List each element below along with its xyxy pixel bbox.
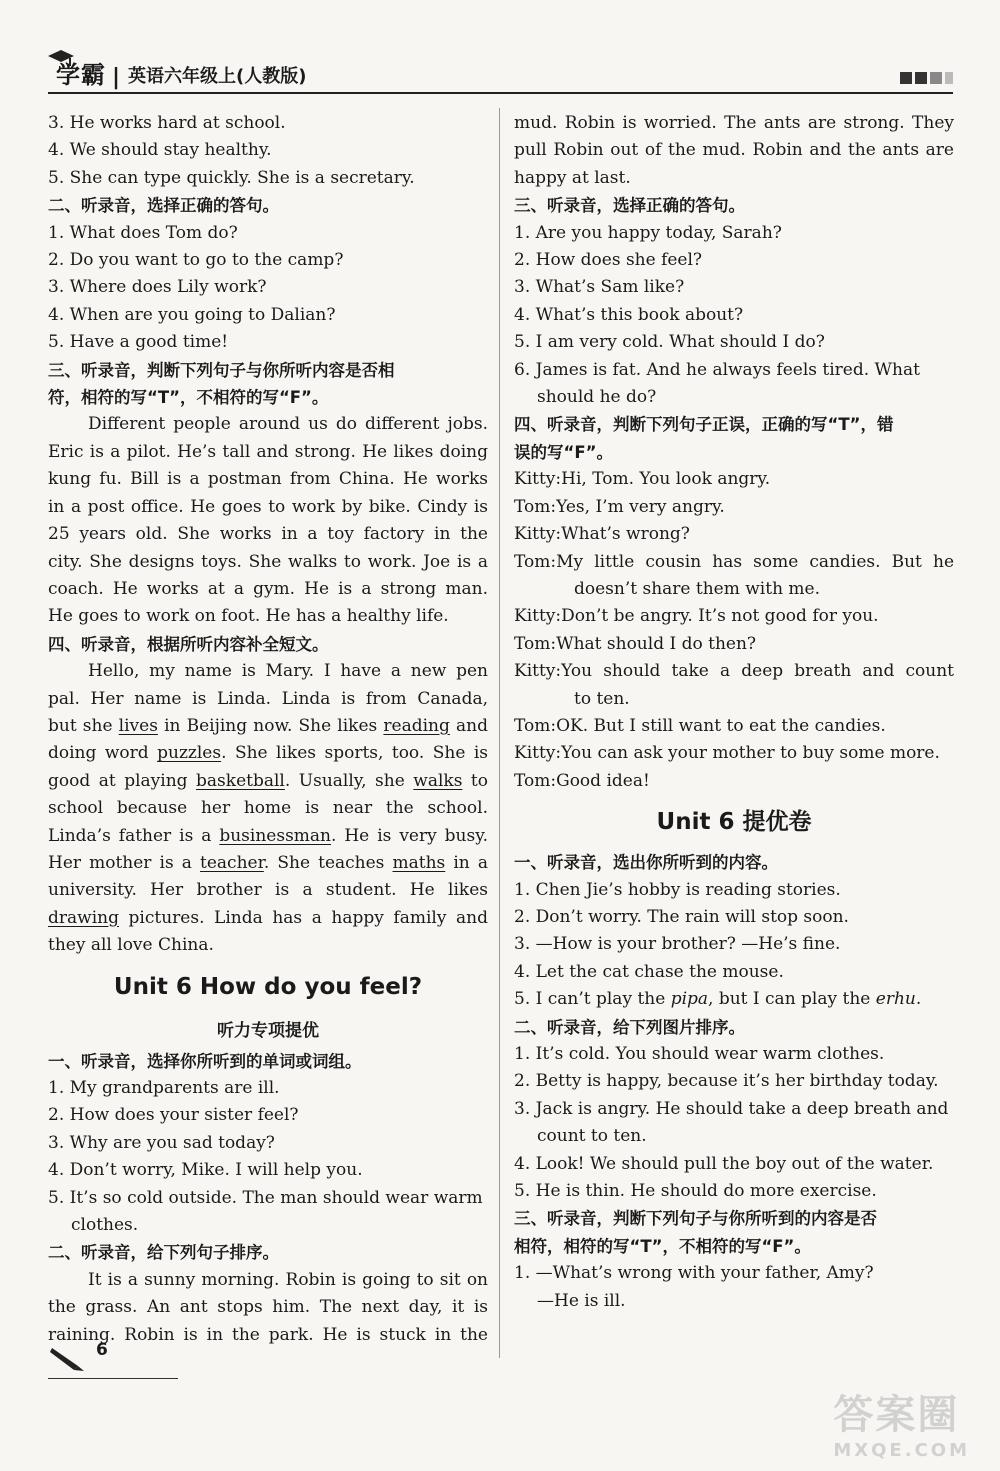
speaker: Tom: bbox=[514, 770, 557, 791]
speaker: Kitty: bbox=[514, 606, 562, 627]
dialogue-line bbox=[514, 466, 954, 493]
list-item: 1. It’s cold. You should wear warm clothes. bbox=[514, 1044, 885, 1064]
passage-line: He goes to work on foot. He has a healthy life. bbox=[48, 606, 449, 627]
dialogue-line bbox=[514, 713, 954, 740]
passage-line: coach. He works at a gym. He is a strong man. bbox=[48, 578, 488, 599]
speaker: Tom: bbox=[514, 633, 557, 654]
utterance: Yes, I’m very angry. bbox=[556, 496, 725, 517]
list-item: 3. What’s Sam like? bbox=[514, 277, 685, 298]
page-footer bbox=[48, 1338, 178, 1379]
dialogue bbox=[514, 466, 954, 795]
story-line: raining. Robin is in the park. He is stuck in the bbox=[48, 1324, 488, 1345]
answer-word: lives bbox=[118, 715, 158, 736]
list-item: 4. We should stay healthy. bbox=[48, 140, 272, 161]
list-item: 2. How does she feel? bbox=[514, 250, 703, 271]
list-item: 6. James is fat. And he always feels tired. What bbox=[514, 359, 920, 380]
list-item: 3. Why are you sad today? bbox=[48, 1132, 275, 1153]
utterance: You can ask your mother to buy some more. bbox=[561, 743, 940, 764]
unit-test-title: Unit 6 提优卷 bbox=[656, 809, 812, 836]
list-item-cont: —He is ill. bbox=[537, 1290, 626, 1311]
section-heading: 三、听录音，判断下列句子与你所听内容是否相 bbox=[48, 360, 395, 380]
header-decoration bbox=[900, 72, 953, 84]
book-subtitle: 英语六年级上(人教版) bbox=[128, 66, 307, 87]
list-item: 1. Are you happy today, Sarah? bbox=[514, 222, 782, 243]
story-line: mud. Robin is worried. The ants are strong. They bbox=[514, 113, 954, 133]
passage-line: in a post office. He goes to work by bike. Cindy is bbox=[48, 496, 488, 517]
list-item-cont: should he do? bbox=[537, 387, 657, 408]
answer-word: reading bbox=[383, 715, 450, 736]
list-item-cont: count to ten. bbox=[537, 1126, 647, 1147]
passage-line: Linda’s father is a businessman. He is very busy. bbox=[48, 825, 488, 846]
passage-line: 25 years old. She works in a toy factory in the bbox=[48, 524, 488, 545]
section-heading: 三、听录音，选择正确的答句。 bbox=[514, 196, 745, 216]
dialogue-line bbox=[514, 521, 954, 548]
passage-line: drawing pictures. Linda has a happy family and bbox=[48, 907, 488, 928]
list-item: 5. She can type quickly. She is a secretary. bbox=[48, 167, 415, 188]
dialogue-line bbox=[514, 658, 954, 685]
answer-word: walks bbox=[413, 770, 463, 791]
listening-title: 听力专项提优 bbox=[217, 1020, 319, 1041]
answer-word: basketball bbox=[196, 770, 285, 791]
passage-line: pal. Her name is Linda. Linda is from Canada, bbox=[48, 688, 488, 709]
passage-line: doing word puzzles. She likes sports, too. She is bbox=[48, 743, 488, 764]
utterance-cont: doesn’t share them with me. bbox=[574, 578, 821, 599]
page-number: 6 bbox=[96, 1340, 108, 1360]
left-column bbox=[48, 110, 488, 1349]
dialogue-line bbox=[514, 768, 954, 795]
answer-word: businessman bbox=[219, 825, 331, 846]
dialogue-line bbox=[514, 631, 954, 658]
list-item: 4. What’s this book about? bbox=[514, 304, 744, 325]
section-heading: 符，相符的写“T”，不相符的写“F”。 bbox=[48, 388, 329, 408]
dialogue-line bbox=[514, 494, 954, 521]
list-item: 4. Don’t worry, Mike. I will help you. bbox=[48, 1160, 363, 1181]
speaker: Kitty: bbox=[514, 743, 562, 764]
utterance: What’s wrong? bbox=[561, 524, 690, 545]
section-heading: 四、听录音，判断下列句子正误，正确的写“T”，错 bbox=[514, 415, 894, 435]
italic-word: pipa bbox=[670, 989, 709, 1010]
brand-separator: | bbox=[112, 65, 121, 90]
section-heading: 误的写“F”。 bbox=[514, 442, 613, 462]
list-item: 2. Do you want to go to the camp? bbox=[48, 250, 344, 271]
list-item: 2. How does your sister feel? bbox=[48, 1105, 299, 1126]
story-line: pull Robin out of the mud. Robin and the ants are bbox=[514, 140, 954, 161]
section-heading: 四、听录音，根据所听内容补全短文。 bbox=[48, 634, 329, 654]
passage-linda bbox=[48, 658, 488, 959]
column-divider bbox=[499, 108, 500, 1358]
utterance: What should I do then? bbox=[556, 633, 757, 654]
utterance: You should take a deep breath and count bbox=[561, 661, 954, 682]
unit-title: Unit 6 How do you feel? bbox=[113, 973, 423, 1000]
list-item: 5. I am very cold. What should I do? bbox=[514, 332, 825, 353]
section-heading: 三、听录音，判断下列句子与你所听到的内容是否 bbox=[514, 1209, 877, 1229]
list-item: 2. Betty is happy, because it’s her birthday today. bbox=[514, 1071, 939, 1092]
list-item: 3. Jack is angry. He should take a deep breath and bbox=[514, 1098, 949, 1119]
list-item: 3. —How is your brother? —He’s fine. bbox=[514, 934, 841, 955]
list-item: 1. Chen Jie’s hobby is reading stories. bbox=[514, 879, 841, 900]
section-heading: 一、听录音，选出你所听到的内容。 bbox=[514, 853, 778, 873]
graduation-cap-icon bbox=[46, 48, 76, 70]
story-line: happy at last. bbox=[514, 167, 631, 188]
passage-line: kung fu. Bill is a postman from China. He works bbox=[48, 469, 488, 490]
brand-logo: 学霸 bbox=[56, 61, 106, 89]
story-line: the grass. An ant stops him. The next day, it is bbox=[48, 1297, 488, 1318]
passage-line: good at playing basketball. Usually, she walks to bbox=[48, 770, 488, 791]
watermark bbox=[833, 1383, 970, 1461]
passage-jobs bbox=[48, 411, 488, 630]
section-heading: 一、听录音，选择你所听到的单词或词组。 bbox=[48, 1051, 362, 1071]
list-item: 3. He works hard at school. bbox=[48, 113, 286, 133]
list-item: 5. Have a good time! bbox=[48, 332, 229, 353]
story-line: It is a sunny morning. Robin is going to sit on bbox=[88, 1269, 488, 1290]
utterance: Good idea! bbox=[556, 770, 650, 791]
passage-line: Eric is a pilot. He’s tall and strong. He likes doing bbox=[48, 441, 488, 462]
section-heading: 相符，相符的写“T”，不相符的写“F”。 bbox=[514, 1236, 811, 1256]
list-item: 5. It’s so cold outside. The man should wear warm bbox=[48, 1187, 483, 1208]
answer-word: puzzles bbox=[157, 743, 222, 764]
utterance: Hi, Tom. You look angry. bbox=[561, 469, 771, 490]
speaker: Tom: bbox=[514, 715, 557, 736]
utterance: OK. But I still want to eat the candies. bbox=[556, 715, 886, 736]
utterance: My little cousin has some candies. But he bbox=[556, 551, 954, 572]
list-item: 5. He is thin. He should do more exercise. bbox=[514, 1181, 877, 1202]
list-item: 1. —What’s wrong with your father, Amy? bbox=[514, 1263, 874, 1284]
section-heading: 二、听录音，给下列图片排序。 bbox=[514, 1017, 745, 1037]
answer-word: teacher bbox=[200, 852, 264, 873]
answer-word: maths bbox=[392, 852, 446, 873]
speaker: Tom: bbox=[514, 496, 557, 517]
dialogue-line bbox=[514, 549, 954, 576]
speaker: Kitty: bbox=[514, 524, 562, 545]
passage-line: Different people around us do different jobs. bbox=[88, 414, 488, 435]
italic-word: erhu bbox=[875, 989, 916, 1010]
passage-line: university. Her brother is a student. He likes bbox=[48, 880, 488, 901]
dialogue-line bbox=[514, 740, 954, 767]
dialogue-line bbox=[514, 603, 954, 630]
watermark-url: MXQE.COM bbox=[833, 1440, 970, 1461]
watermark-logo: 答案圈 bbox=[833, 1392, 960, 1438]
passage-line: but she lives in Beijing now. She likes reading and bbox=[48, 715, 488, 736]
list-item: 4. When are you going to Dalian? bbox=[48, 304, 336, 325]
right-column bbox=[514, 110, 954, 1315]
list-item: 4. Let the cat chase the mouse. bbox=[514, 961, 784, 982]
list-item: 1. What does Tom do? bbox=[48, 222, 238, 243]
speaker: Kitty: bbox=[514, 469, 562, 490]
list-item: 3. Where does Lily work? bbox=[48, 277, 267, 298]
page-header bbox=[48, 52, 953, 94]
passage-line: they all love China. bbox=[48, 935, 214, 956]
speaker: Tom: bbox=[514, 551, 557, 572]
section-heading: 二、听录音，给下列句子排序。 bbox=[48, 1243, 279, 1263]
list-item: 4. Look! We should pull the boy out of the water. bbox=[514, 1153, 934, 1174]
pencil-icon bbox=[48, 1344, 88, 1372]
passage-line: Hello, my name is Mary. I have a new pen bbox=[88, 661, 488, 682]
speaker: Kitty: bbox=[514, 661, 562, 682]
brand bbox=[56, 56, 307, 90]
passage-line: city. She designs toys. She walks to work. Joe is a bbox=[48, 551, 488, 572]
list-item: 5. I can’t play the pipa, but I can play the erhu. bbox=[514, 989, 922, 1010]
utterance: Don’t be angry. It’s not good for you. bbox=[561, 606, 879, 627]
section-heading: 二、听录音，选择正确的答句。 bbox=[48, 196, 279, 216]
list-item: 1. My grandparents are ill. bbox=[48, 1078, 280, 1098]
answer-word: drawing bbox=[48, 907, 119, 928]
passage-line: school because her home is near the school. bbox=[48, 798, 488, 819]
passage-line: Her mother is a teacher. She teaches maths in a bbox=[48, 852, 488, 873]
utterance-cont: to ten. bbox=[574, 688, 630, 709]
list-item: 2. Don’t worry. The rain will stop soon. bbox=[514, 906, 849, 927]
list-item-cont: clothes. bbox=[71, 1215, 139, 1236]
